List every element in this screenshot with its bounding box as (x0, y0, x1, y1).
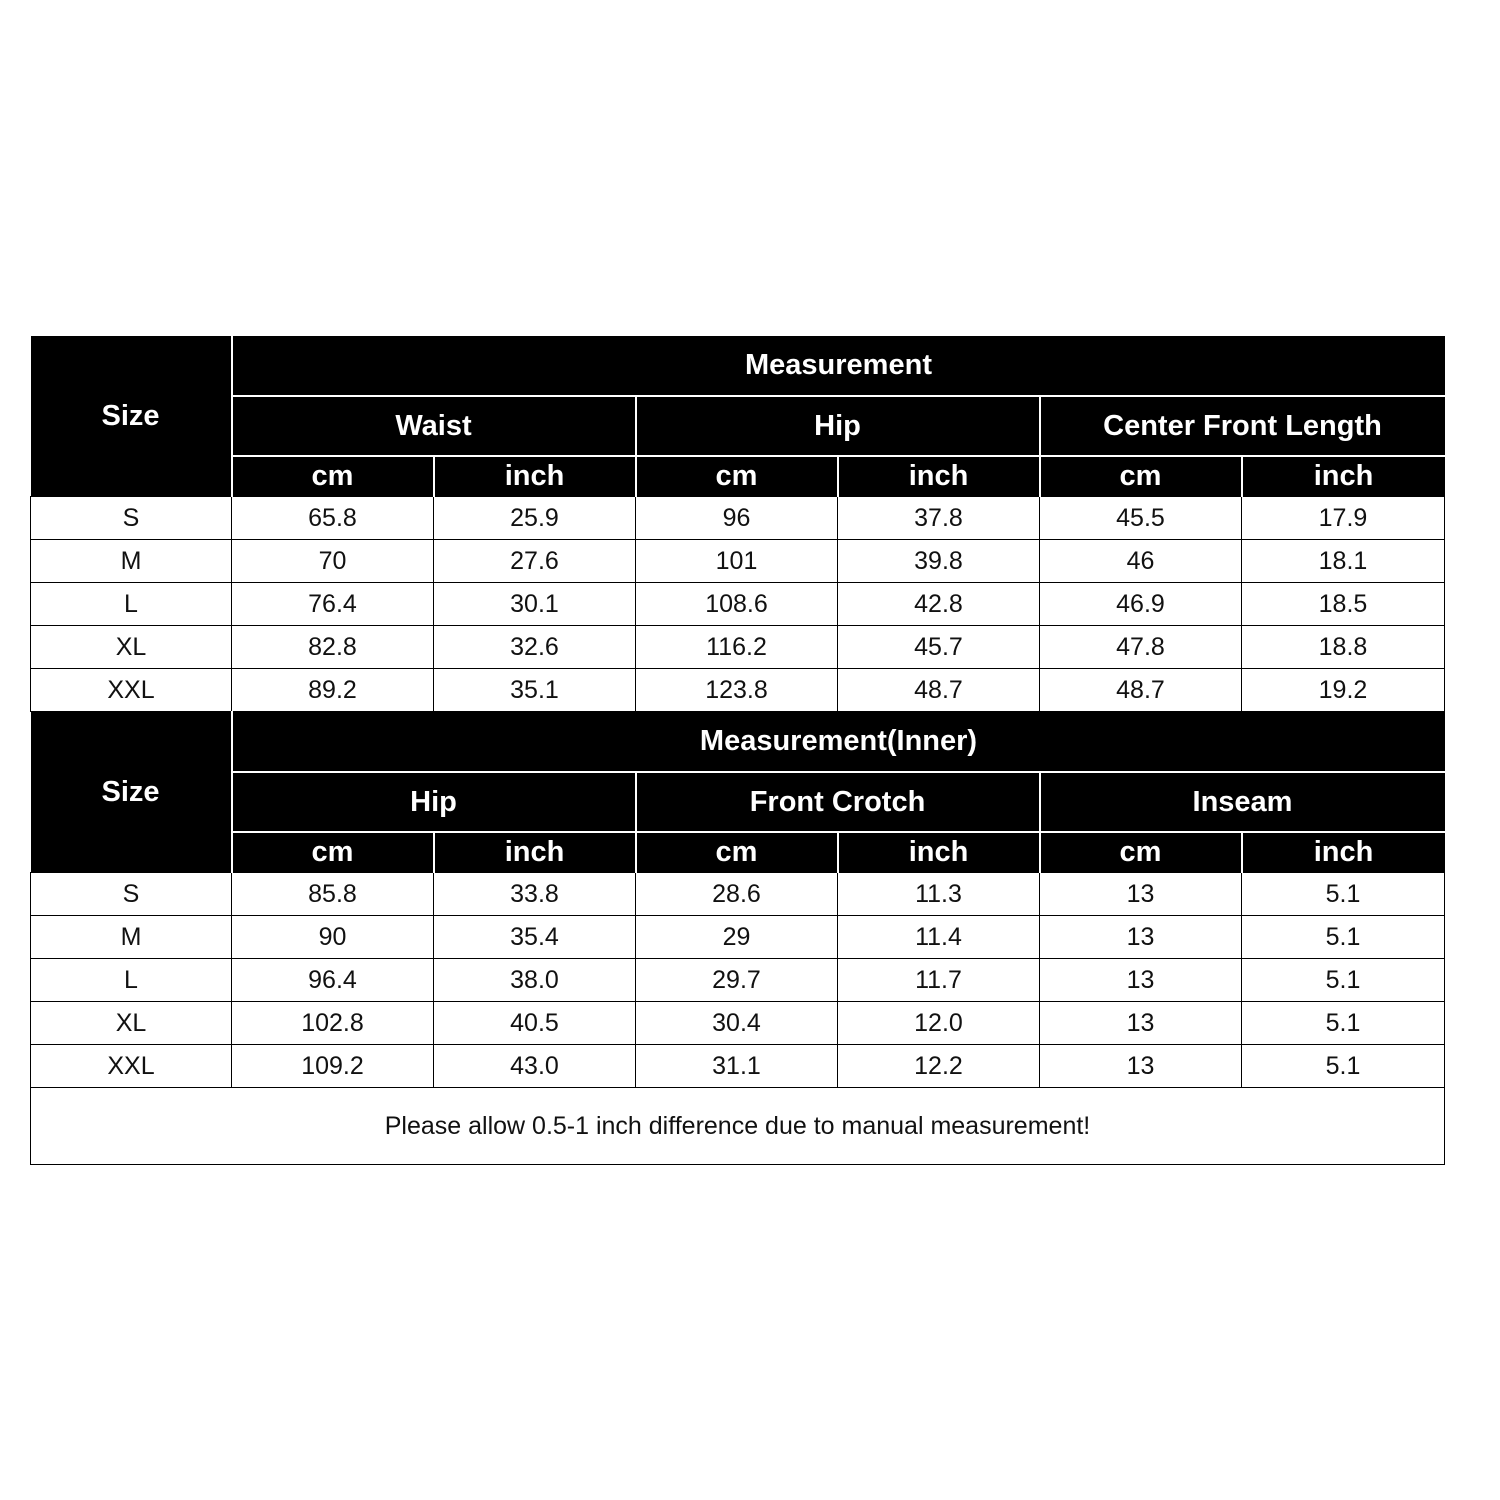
outer-value-cell: 25.9 (434, 497, 636, 540)
inner-size-cell: L (31, 959, 232, 1002)
outer-value-cell: 39.8 (838, 540, 1040, 583)
outer-value-cell: 32.6 (434, 626, 636, 669)
outer-group-row (31, 396, 1445, 456)
outer-value-cell: 17.9 (1242, 497, 1445, 540)
outer-group-header: Waist (232, 396, 636, 456)
inner-size-cell: XXL (31, 1045, 232, 1088)
outer-value-cell: 37.8 (838, 497, 1040, 540)
inner-table-body (31, 873, 1445, 1088)
inner-value-cell: 38.0 (434, 959, 636, 1002)
outer-table-row (31, 626, 1445, 669)
inner-unit-header: cm (232, 832, 434, 873)
inner-value-cell: 28.6 (636, 873, 838, 916)
inner-group-header: Hip (232, 772, 636, 832)
outer-value-cell: 48.7 (1040, 669, 1242, 712)
inner-value-cell: 13 (1040, 1002, 1242, 1045)
inner-value-cell: 12.0 (838, 1002, 1040, 1045)
outer-value-cell: 89.2 (232, 669, 434, 712)
outer-unit-header: inch (434, 456, 636, 497)
inner-value-cell: 102.8 (232, 1002, 434, 1045)
inner-value-cell: 43.0 (434, 1045, 636, 1088)
outer-value-cell: 47.8 (1040, 626, 1242, 669)
outer-value-cell: 48.7 (838, 669, 1040, 712)
outer-value-cell: 65.8 (232, 497, 434, 540)
inner-value-cell: 31.1 (636, 1045, 838, 1088)
inner-value-cell: 13 (1040, 873, 1242, 916)
outer-table-row (31, 583, 1445, 626)
inner-table-row (31, 959, 1445, 1002)
inner-value-cell: 85.8 (232, 873, 434, 916)
outer-size-header: Size (31, 336, 232, 497)
outer-unit-header: cm (636, 456, 838, 497)
outer-value-cell: 27.6 (434, 540, 636, 583)
inner-value-cell: 35.4 (434, 916, 636, 959)
inner-value-cell: 33.8 (434, 873, 636, 916)
inner-value-cell: 29 (636, 916, 838, 959)
inner-value-cell: 11.3 (838, 873, 1040, 916)
outer-value-cell: 46 (1040, 540, 1242, 583)
outer-size-cell: XL (31, 626, 232, 669)
outer-value-cell: 18.5 (1242, 583, 1445, 626)
inner-value-cell: 11.7 (838, 959, 1040, 1002)
outer-size-cell: XXL (31, 669, 232, 712)
inner-table-row (31, 873, 1445, 916)
outer-value-cell: 18.8 (1242, 626, 1445, 669)
outer-unit-header: inch (1242, 456, 1445, 497)
inner-value-cell: 90 (232, 916, 434, 959)
outer-table-row (31, 669, 1445, 712)
inner-value-cell: 109.2 (232, 1045, 434, 1088)
outer-unit-row (31, 456, 1445, 497)
inner-value-cell: 5.1 (1242, 873, 1445, 916)
inner-table-row (31, 1002, 1445, 1045)
outer-table-body (31, 497, 1445, 712)
inner-table-row (31, 916, 1445, 959)
outer-value-cell: 30.1 (434, 583, 636, 626)
outer-value-cell: 82.8 (232, 626, 434, 669)
outer-size-cell: L (31, 583, 232, 626)
outer-value-cell: 116.2 (636, 626, 838, 669)
outer-group-header: Hip (636, 396, 1040, 456)
inner-value-cell: 5.1 (1242, 1002, 1445, 1045)
inner-value-cell: 30.4 (636, 1002, 838, 1045)
inner-unit-header: inch (838, 832, 1040, 873)
outer-value-cell: 76.4 (232, 583, 434, 626)
inner-size-cell: M (31, 916, 232, 959)
outer-value-cell: 45.7 (838, 626, 1040, 669)
outer-table-row (31, 540, 1445, 583)
inner-value-cell: 29.7 (636, 959, 838, 1002)
outer-group-header: Center Front Length (1040, 396, 1445, 456)
inner-value-cell: 5.1 (1242, 916, 1445, 959)
outer-value-cell: 101 (636, 540, 838, 583)
outer-unit-header: cm (232, 456, 434, 497)
inner-unit-header: cm (636, 832, 838, 873)
outer-value-cell: 19.2 (1242, 669, 1445, 712)
inner-value-cell: 5.1 (1242, 1045, 1445, 1088)
measurement-note: Please allow 0.5-1 inch difference due to manual measurement! (31, 1088, 1445, 1165)
inner-group-header: Inseam (1040, 772, 1445, 832)
inner-unit-row (31, 832, 1445, 873)
inner-unit-header: cm (1040, 832, 1242, 873)
outer-unit-header: inch (838, 456, 1040, 497)
inner-value-cell: 13 (1040, 959, 1242, 1002)
outer-size-cell: M (31, 540, 232, 583)
inner-size-cell: XL (31, 1002, 232, 1045)
inner-value-cell: 13 (1040, 1045, 1242, 1088)
inner-value-cell: 13 (1040, 916, 1242, 959)
outer-value-cell: 42.8 (838, 583, 1040, 626)
outer-value-cell: 18.1 (1242, 540, 1445, 583)
inner-size-cell: S (31, 873, 232, 916)
inner-value-cell: 11.4 (838, 916, 1040, 959)
outer-table-title: Measurement (232, 336, 1445, 396)
outer-value-cell: 108.6 (636, 583, 838, 626)
outer-value-cell: 70 (232, 540, 434, 583)
inner-table-title: Measurement(Inner) (232, 712, 1445, 773)
outer-value-cell: 46.9 (1040, 583, 1242, 626)
inner-table-row (31, 1045, 1445, 1088)
inner-value-cell: 12.2 (838, 1045, 1040, 1088)
outer-size-cell: S (31, 497, 232, 540)
outer-value-cell: 35.1 (434, 669, 636, 712)
inner-size-header: Size (31, 712, 232, 873)
inner-value-cell: 5.1 (1242, 959, 1445, 1002)
inner-unit-header: inch (1242, 832, 1445, 873)
inner-value-cell: 96.4 (232, 959, 434, 1002)
size-chart (30, 336, 1444, 1165)
outer-value-cell: 96 (636, 497, 838, 540)
inner-value-cell: 40.5 (434, 1002, 636, 1045)
outer-value-cell: 123.8 (636, 669, 838, 712)
inner-group-header: Front Crotch (636, 772, 1040, 832)
outer-title-row (31, 336, 1445, 396)
inner-unit-header: inch (434, 832, 636, 873)
inner-group-row (31, 772, 1445, 832)
outer-table-row (31, 497, 1445, 540)
inner-title-row (31, 712, 1445, 773)
outer-unit-header: cm (1040, 456, 1242, 497)
outer-value-cell: 45.5 (1040, 497, 1242, 540)
note-row (31, 1088, 1445, 1165)
size-table (30, 336, 1445, 1165)
